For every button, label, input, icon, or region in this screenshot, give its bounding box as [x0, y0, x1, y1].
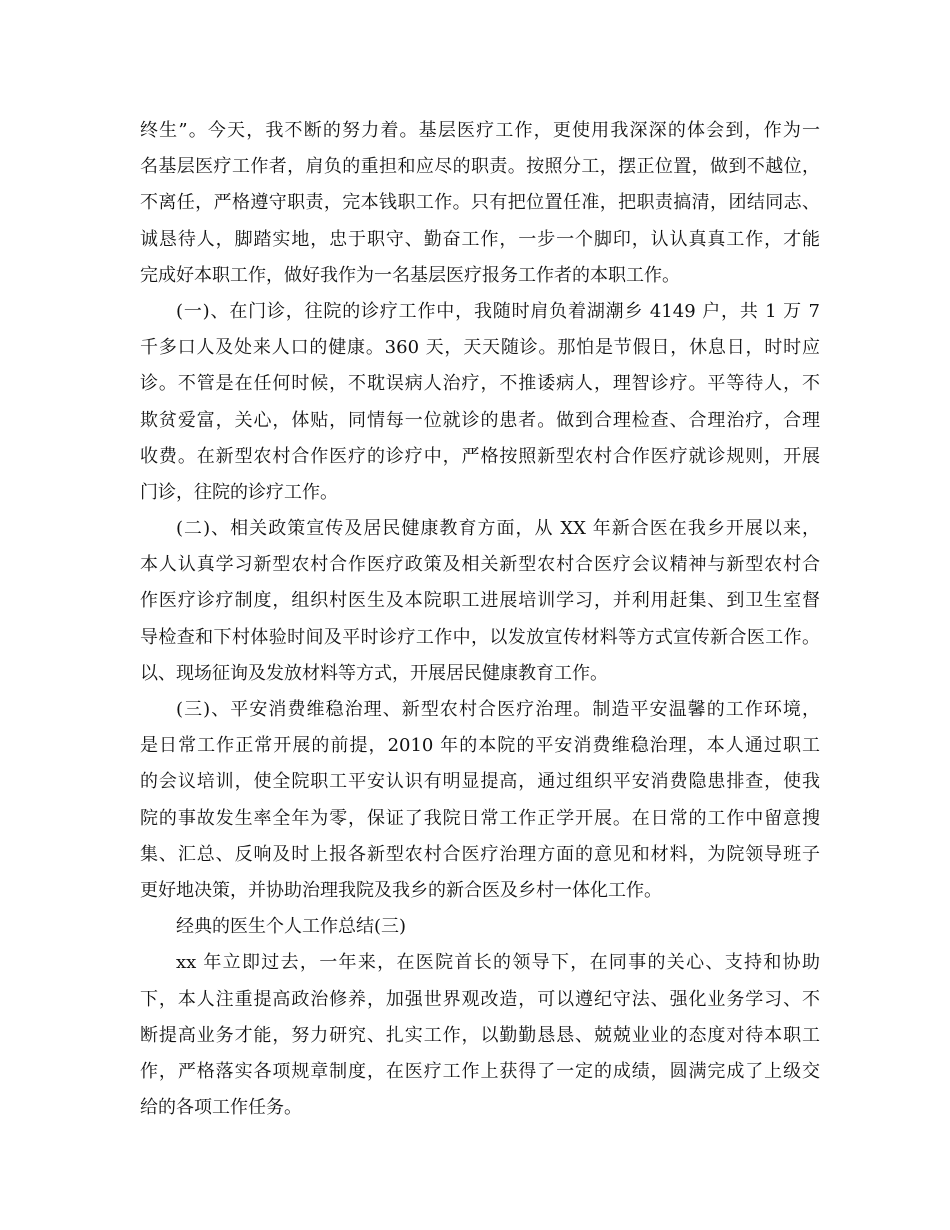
text-line: 集、汇总、反响及时上报各新型农村合医疗治理方面的意见和材料，为院领导班子	[140, 843, 820, 865]
text-line: 名基层医疗工作者，肩负的重担和应尽的职责。按照分工，摆正位置，做到不越位，	[140, 156, 820, 178]
text-line: 作医疗诊疗制度，组织村医生及本院职工进展培训学习，并利用赶集、到卫生室督	[140, 590, 820, 612]
text-line: (二)、相关政策宣传及居民健康教育方面，从 XX 年新合医在我乡开展以来，	[176, 518, 820, 540]
text-line: 诚恳待人，脚踏实地，忠于职守、勤奋工作，一步一个脚印，认认真真工作，才能	[140, 228, 820, 250]
text-line: 院的事故发生率全年为零，保证了我院日常工作正学开展。在日常的工作中留意搜	[140, 807, 820, 829]
text-line: 本人认真学习新型农村合作医疗政策及相关新型农村合医疗会议精神与新型农村合	[140, 554, 820, 576]
text-line: 收费。在新型农村合作医疗的诊疗中，严格按照新型农村合作医疗就诊规则，开展	[140, 445, 820, 467]
text-line: 下，本人注重提高政治修养，加强世界观改造，可以遵纪守法、强化业务学习、不	[140, 988, 820, 1010]
text-line: (一)、在门诊，往院的诊疗工作中，我随时肩负着湖潮乡 4149 户，共 1 万 7	[176, 300, 820, 322]
text-line: 门诊，往院的诊疗工作。	[140, 481, 338, 503]
text-line: 千多口人及处来人口的健康。360 天，天天随诊。那怕是节假日，休息日，时时应	[140, 337, 820, 359]
text-line: 断提高业务才能，努力研究、扎实工作，以勤勤恳恳、兢兢业业的态度对待本职工	[140, 1024, 820, 1046]
text-line: 终生”。今天，我不断的努力着。基层医疗工作，更使用我深深的体会到，作为一	[140, 120, 820, 141]
text-line: 诊。不管是在任何时候，不耽误病人治疗，不推诿病人，理智诊疗。平等待人，不	[140, 373, 820, 395]
document-body	[140, 113, 820, 1126]
text-line: 给的各项工作任务。	[140, 1097, 302, 1119]
text-line: xx 年立即过去，一年来，在医院首长的领导下，在同事的关心、支持和协助	[176, 952, 820, 974]
text-line: 的会议培训，使全院职工平安认识有明显提高，通过组织平安消费隐患排查，使我	[140, 771, 820, 793]
text-line: 是日常工作正常开展的前提，2010 年的本院的平安消费维稳治理，本人通过职工	[140, 735, 820, 757]
text-line: 欺贫爱富，关心，体贴，同情每一位就诊的患者。做到合理检查、合理治疗，合理	[140, 409, 820, 431]
text-line: 不离任，严格遵守职责，完本钱职工作。只有把位置任准，把职责搞清，团结同志、	[140, 192, 820, 214]
text-line: 作，严格落实各项规章制度，在医疗工作上获得了一定的成绩，圆满完成了上级交	[140, 1060, 820, 1082]
text-line: 经典的医生个人工作总结(三)	[176, 916, 407, 938]
text-line: 更好地决策，并协助治理我院及我乡的新合医及乡村一体化工作。	[140, 879, 662, 901]
text-line: 完成好本职工作，做好我作为一名基层医疗报务工作者的本职工作。	[140, 264, 680, 286]
text-line: 以、现场征询及发放材料等方式，开展居民健康教育工作。	[140, 662, 608, 684]
text-line: 导检查和下村体验时间及平时诊疗工作中，以发放宣传材料等方式宣传新合医工作。	[140, 626, 820, 648]
text-line: (三)、平安消费维稳治理、新型农村合医疗治理。制造平安温馨的工作环境，	[176, 699, 820, 720]
